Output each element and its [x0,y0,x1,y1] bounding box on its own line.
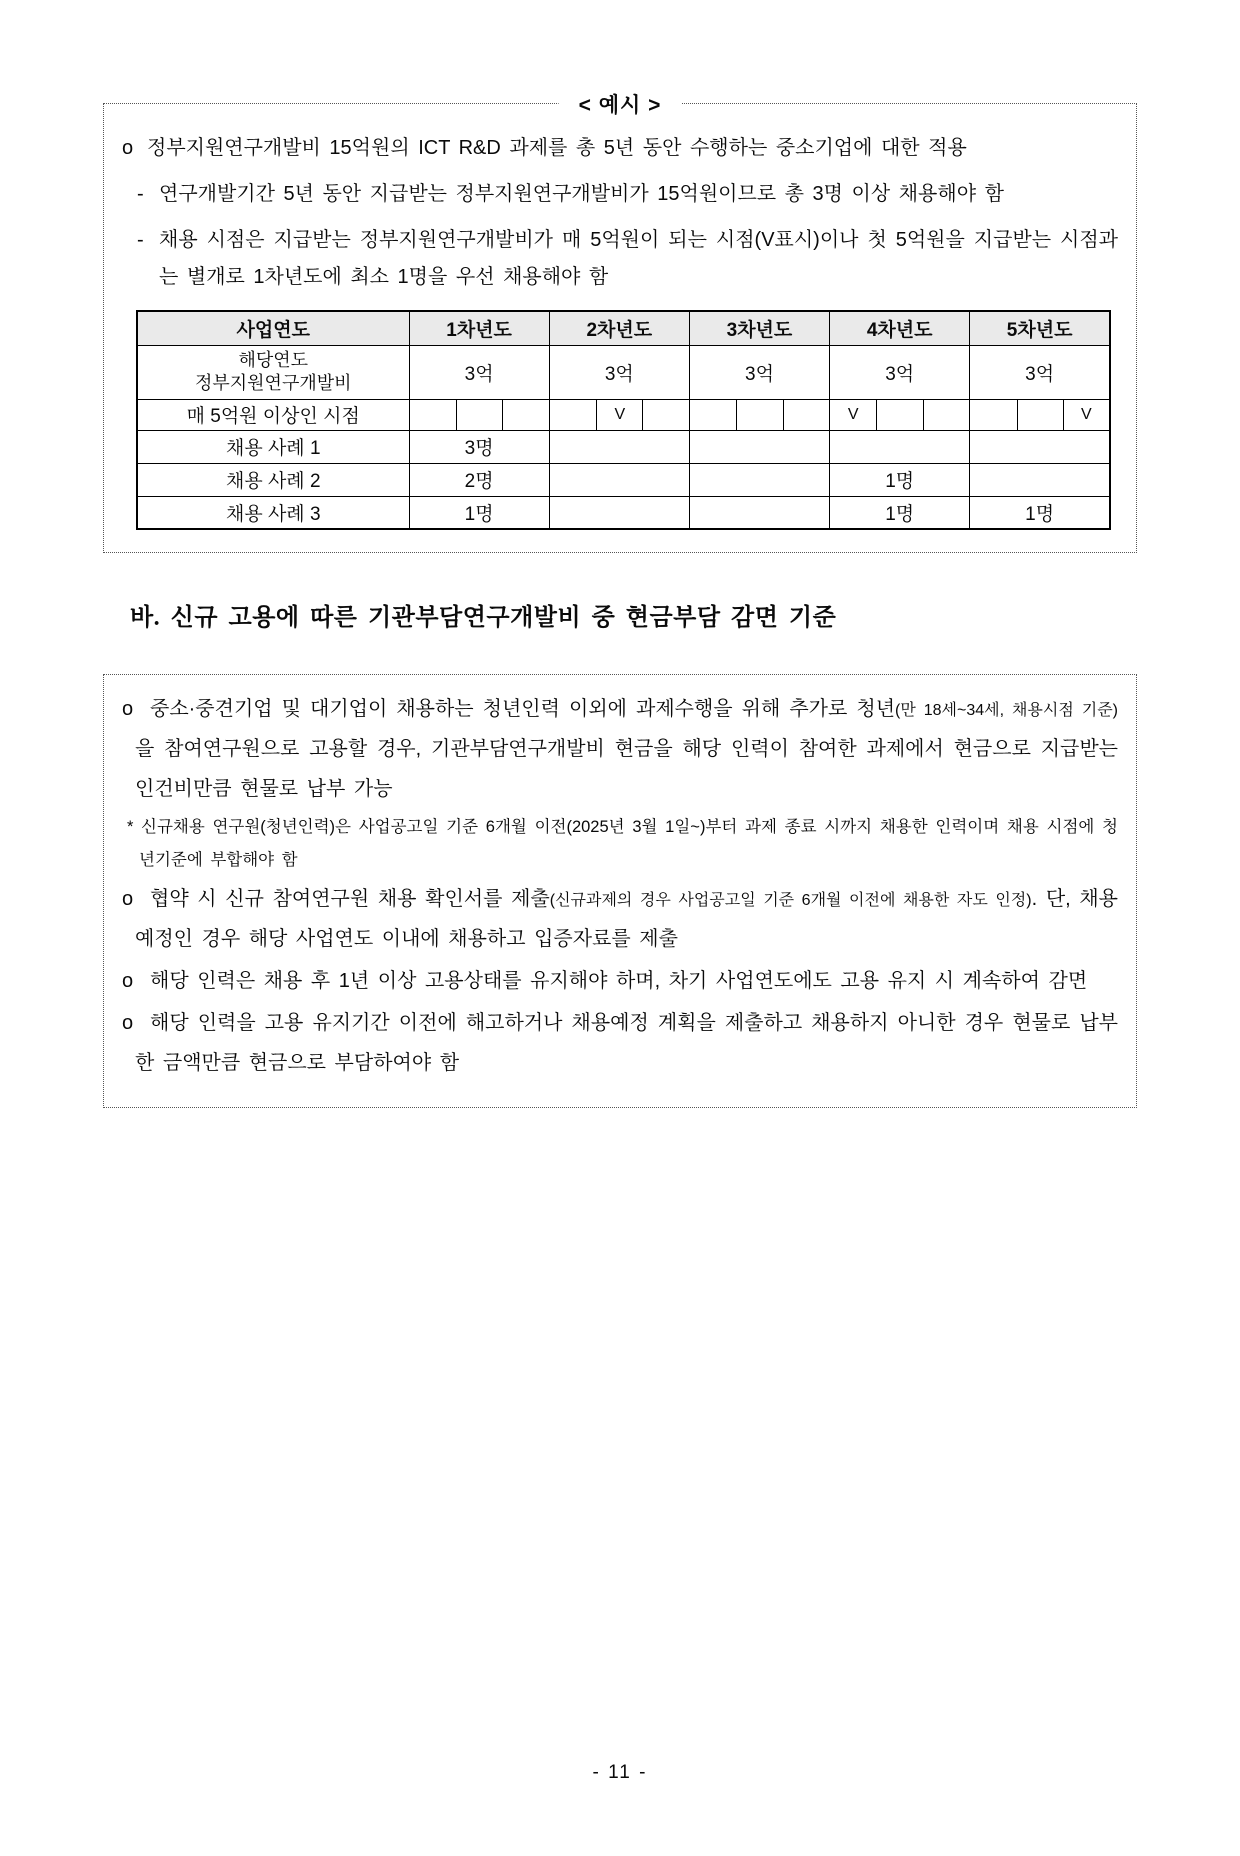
table-cell [549,463,689,496]
table-cell: 3명 [409,430,549,463]
milestone-cell-y2 [549,399,689,430]
table-cell [689,496,829,529]
example-bullet-1 [122,130,1118,167]
row-label [137,345,409,399]
row-label-line2: 정부지원연구개발비 [195,373,352,393]
table-cell: 3억 [409,345,549,399]
milestone-mark [690,400,736,430]
reduction-paragraph-3 [122,961,1118,1001]
milestone-mark [1017,400,1063,430]
col-header-y2: 2차년도 [549,311,689,345]
paragraph-text: 해당 인력은 채용 후 1년 이상 고용상태를 유지해야 하며, 차기 사업연도에도 고용 유지 시 계속하여 감면 [150,970,1088,992]
table-cell: 1명 [409,496,549,529]
page-number: - 11 - [592,1762,648,1783]
milestone-mark: V [596,400,642,430]
bullet-marker: o [122,970,134,992]
bullet-marker: - [137,183,144,205]
table-cell [970,463,1110,496]
reduction-note [127,811,1118,877]
col-header-year: 사업연도 [137,311,409,345]
milestone-cell-y5 [970,399,1110,430]
table-row-case2 [137,463,1110,496]
text-segment: 을 참여연구원으로 고용할 경우, 기관부담연구개발비 현금을 해당 인력이 참여한 과제에서 현금으로 지급받는 인건비만큼 현물로 납부 가능 [135,738,1118,800]
paragraph-text [135,879,1118,959]
paragraph-text: 해당 인력을 고용 유지기간 이전에 해고하거나 채용예정 계획을 제출하고 채용하지 아니한 경우 현물로 납부한 금액만큼 현금으로 부담하여야 함 [135,1012,1118,1074]
milestone-cell-y4 [830,399,970,430]
table-cell: 1명 [830,496,970,529]
example-bullet-3 [137,222,1118,296]
row-label-line1: 해당연도 [238,349,309,370]
note-text: 신규채용 연구원(청년인력)은 사업공고일 기준 6개월 이전(2025년 3월 1일~)부터 과제 종료 시까지 채용한 인력이며 채용 시점에 청년기준에 부합해야 함 [139,818,1118,869]
row-label: 채용 사례 1 [137,430,409,463]
table-header-row [137,311,1110,345]
note-marker: * [127,818,134,836]
example-bullet-2 [137,176,1118,213]
text-segment: . 단, 채용예정인 경우 해당 사업연도 이내에 채용하고 입증자료를 제출 [135,888,1118,950]
milestone-cell-y1 [409,399,549,430]
milestone-cell-y3 [689,399,829,430]
row-label: 채용 사례 3 [137,496,409,529]
table-cell [970,430,1110,463]
col-header-y1: 1차년도 [409,311,549,345]
table-row-case3 [137,496,1110,529]
bullet-marker: o [122,888,134,910]
table-cell [549,496,689,529]
bullet-text: 채용 시점은 지급받는 정부지원연구개발비가 매 5억원이 되는 시점(V표시)이나 첫 5억원을 지급받는 시점과는 별개로 1차년도에 최소 1명을 우선 채용해야 함 [159,229,1118,288]
milestone-mark [456,400,502,430]
milestone-mark [410,400,456,430]
example-box-title: < 예시 > [559,89,682,119]
bullet-text: 정부지원연구개발비 15억원의 ICT R&D 과제를 총 5년 동안 수행하는 중소기업에 대한 적용 [147,137,967,159]
col-header-y4: 4차년도 [830,311,970,345]
bullet-marker: o [122,698,134,720]
milestone-mark [502,400,548,430]
table-cell: 1명 [970,496,1110,529]
col-header-y5: 5차년도 [970,311,1110,345]
milestone-mark: V [1063,400,1109,430]
table-row-case1 [137,430,1110,463]
table-row-milestone [137,399,1110,430]
document-page [0,94,1240,1856]
col-header-y3: 3차년도 [689,311,829,345]
hiring-example-table [136,310,1111,530]
table-cell: 3억 [970,345,1110,399]
milestone-mark [783,400,829,430]
table-cell: 3억 [830,345,970,399]
milestone-mark [970,400,1016,430]
reduction-paragraph-4 [122,1003,1118,1083]
reduction-paragraph-1 [122,689,1118,809]
milestone-mark: V [847,405,859,423]
paragraph-text [135,689,1118,809]
text-segment: 중소·중견기업 및 대기업이 채용하는 청년인력 이외에 과제수행을 위해 추가로 청년 [150,698,896,720]
table-cell: 1명 [830,463,970,496]
example-box [103,94,1137,553]
table-cell [549,430,689,463]
text-segment-small: (신규과제의 경우 사업공고일 기준 6개월 이전에 채용한 자도 인정) [549,892,1032,909]
table-cell: 2명 [409,463,549,496]
table-cell: 3억 [689,345,829,399]
bullet-text: 연구개발기간 5년 동안 지급받는 정부지원연구개발비가 15억원이므로 총 3명 이상 채용해야 함 [159,183,1004,205]
table-row-budget [137,345,1110,399]
table-cell: 3억 [549,345,689,399]
text-segment-small: (만 18세~34세, 채용시점 기준) [895,702,1118,719]
milestone-mark [550,400,596,430]
reduction-box [103,674,1137,1108]
bullet-marker: - [137,229,144,251]
milestone-mark [876,400,922,430]
row-label: 채용 사례 2 [137,463,409,496]
text-segment: 협약 시 신규 참여연구원 채용 확인서를 제출 [150,888,550,910]
table-cell [689,463,829,496]
milestone-mark [642,400,688,430]
milestone-mark [736,400,782,430]
table-cell [689,430,829,463]
milestone-mark [923,400,969,430]
section-heading: 바. 신규 고용에 따른 기관부담연구개발비 중 현금부담 감면 기준 [130,605,837,631]
row-label: 매 5억원 이상인 시점 [137,399,409,430]
reduction-paragraph-2 [122,879,1118,959]
bullet-marker: o [122,1012,134,1034]
bullet-marker: o [122,137,134,159]
table-cell [830,430,970,463]
